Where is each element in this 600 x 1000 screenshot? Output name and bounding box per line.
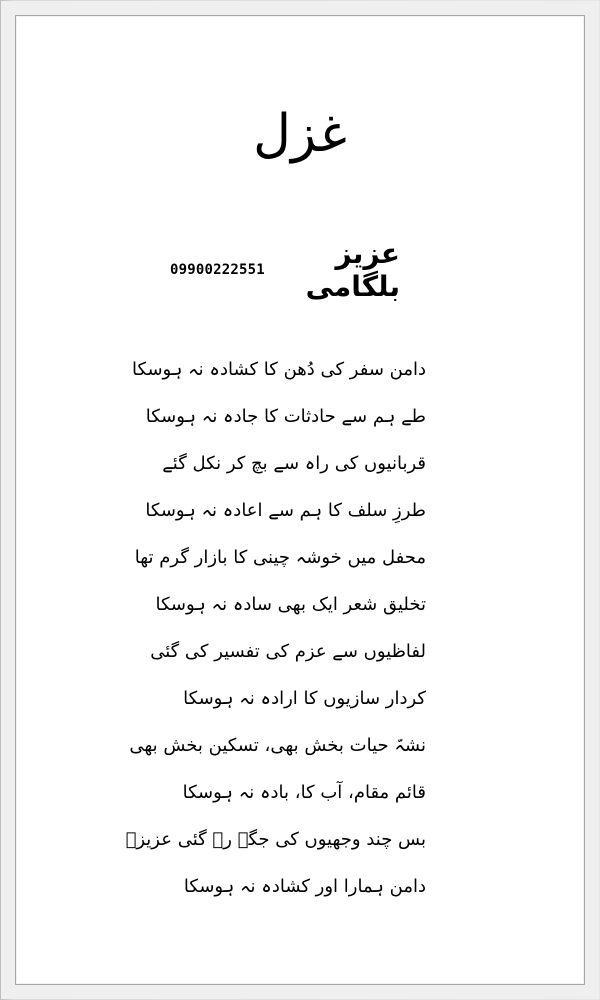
verse-line: لفاظیوں سے عزم کی تفسیر کی گئی [150, 641, 426, 662]
ghazal-verses [125, 346, 426, 910]
verse-line: طے ہم سے حادثات کا جادہ نہ ہوسکا [145, 406, 426, 427]
verse-line: طرزِ سلف کا ہم سے اعادہ نہ ہوسکا [145, 500, 426, 521]
verse-line: دامن سفر کی دُھن کا کشادہ نہ ہوسکا [132, 359, 426, 380]
verse-line: محفل میں خوشہ چینی کا بازار گرم تھا [134, 547, 426, 568]
verse-line: قربانیوں کی راہ سے بچ کر نکل گئے [162, 453, 426, 474]
verse-line: بس چند وجھیوں کی جگہ رہ گئی عزیزؔ [125, 829, 426, 850]
author-line [170, 237, 400, 303]
verse-line: کردار سازیوں کا ارادہ نہ ہوسکا [183, 688, 426, 709]
verse-line: تخلیق شعر ایک بھی سادہ نہ ہوسکا [155, 594, 426, 615]
verse-line: دامن ہمارا اور کشادہ نہ ہوسکا [183, 876, 426, 897]
author-phone: 09900222551 [170, 262, 265, 278]
author-name: عزیز بلگامی [305, 237, 400, 303]
poem-title: غزل [253, 104, 347, 164]
verse-line: نشہّ حیات بخش بھی، تسکین بخش بھی [129, 735, 426, 756]
verse-line: قائم مقام، آب کا، بادہ نہ ہوسکا [182, 782, 426, 803]
